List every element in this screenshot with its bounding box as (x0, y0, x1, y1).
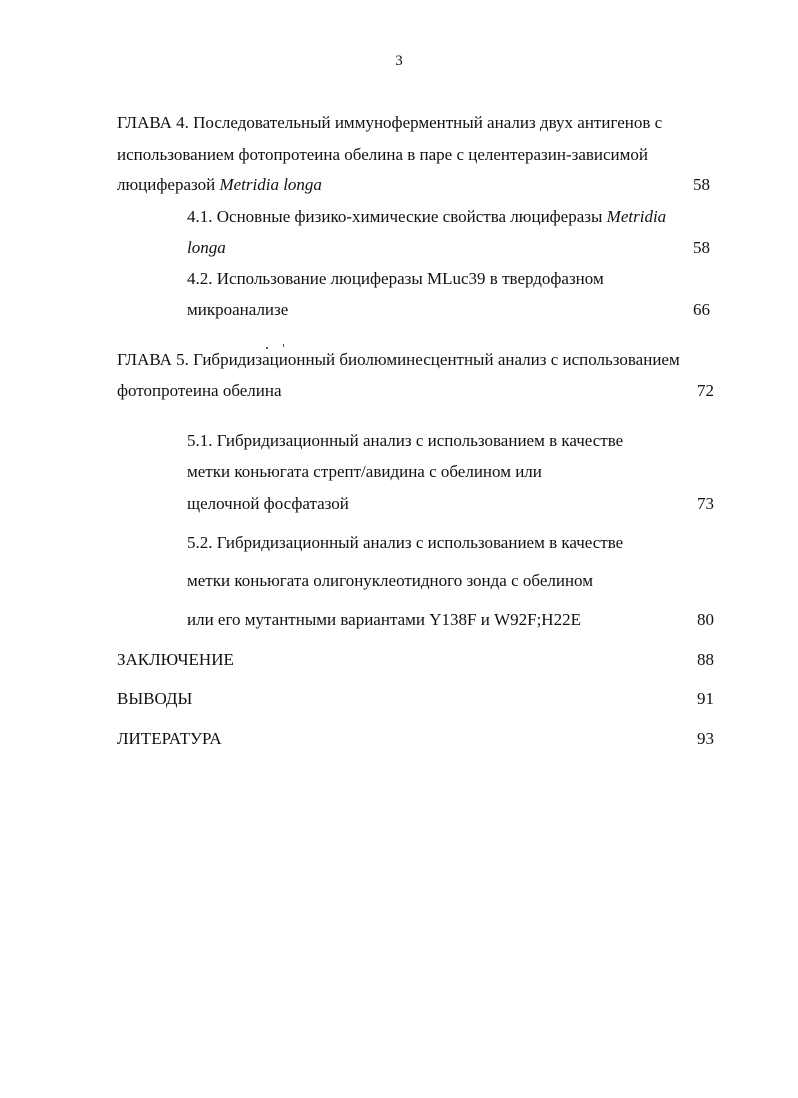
toc-section-5-1-line1: 5.1. Гибридизационный анализ с использованием в качестве (187, 431, 624, 450)
toc-section-5-2-line1: 5.2. Гибридизационный анализ с использованием в качестве (187, 533, 624, 552)
toc-conclusion-page: 88 (697, 650, 714, 669)
toc-section-5-1-line3: щелочной фосфатазой (187, 494, 349, 513)
toc-section-5-2-page: 80 (697, 610, 714, 629)
toc-chapter5-title-line1: ГЛАВА 5. Гибридизационный биолюминесцентный анализ с использованием (117, 350, 680, 369)
toc-section-4-2-line2: микроанализе (187, 300, 289, 319)
toc-section-5-1-page: 73 (697, 494, 714, 513)
toc-literature-page: 93 (697, 729, 714, 748)
toc-section-4-1-line1 (187, 207, 666, 227)
toc-section-4-1-page: 58 (693, 238, 710, 257)
scan-speck (283, 344, 284, 347)
toc-literature-label: ЛИТЕРАТУРА (117, 729, 222, 748)
toc-conclusion-label: ЗАКЛЮЧЕНИЕ (117, 650, 234, 669)
toc-findings-page: 91 (697, 689, 714, 708)
toc-chapter4-line3-species: Metridia longa (219, 175, 322, 194)
toc-section-4-1-line2: longa (187, 238, 226, 257)
toc-chapter5-page: 72 (697, 381, 714, 400)
toc-section-4-2-page: 66 (693, 300, 710, 319)
toc-chapter5-title-line2: фотопротеина обелина (117, 381, 282, 400)
toc-findings-label: ВЫВОДЫ (117, 689, 193, 708)
toc-section-4-1-species: Metridia (606, 207, 667, 226)
toc-chapter4-title-line2: использованием фотопротеина обелина в паре с целентеразин-зависимой (117, 145, 649, 164)
toc-section-4-2-line1: 4.2. Использование люциферазы MLuc39 в твердофазном (187, 269, 604, 288)
toc-section-5-2-line3: или его мутантными вариантами Y138F и W92F;H22E (187, 610, 581, 629)
toc-section-4-1-text: 4.1. Основные физико-химические свойства люциферазы (187, 207, 607, 226)
toc-section-5-2-line2: метки коньюгата олигонуклеотидного зонда с обелином (187, 571, 593, 590)
toc-chapter4-title-line1: ГЛАВА 4. Последовательный иммуноферментный анализ двух антигенов с (117, 113, 663, 132)
scan-speck (266, 347, 268, 349)
page-number: 3 (395, 53, 403, 69)
toc-section-5-1-line2: метки коньюгата стрепт/авидина с обелином или (187, 462, 542, 481)
toc-chapter4-line3-text: люциферазой (117, 175, 220, 194)
toc-chapter4-title-line3 (117, 175, 322, 195)
toc-chapter4-page: 58 (693, 175, 710, 194)
